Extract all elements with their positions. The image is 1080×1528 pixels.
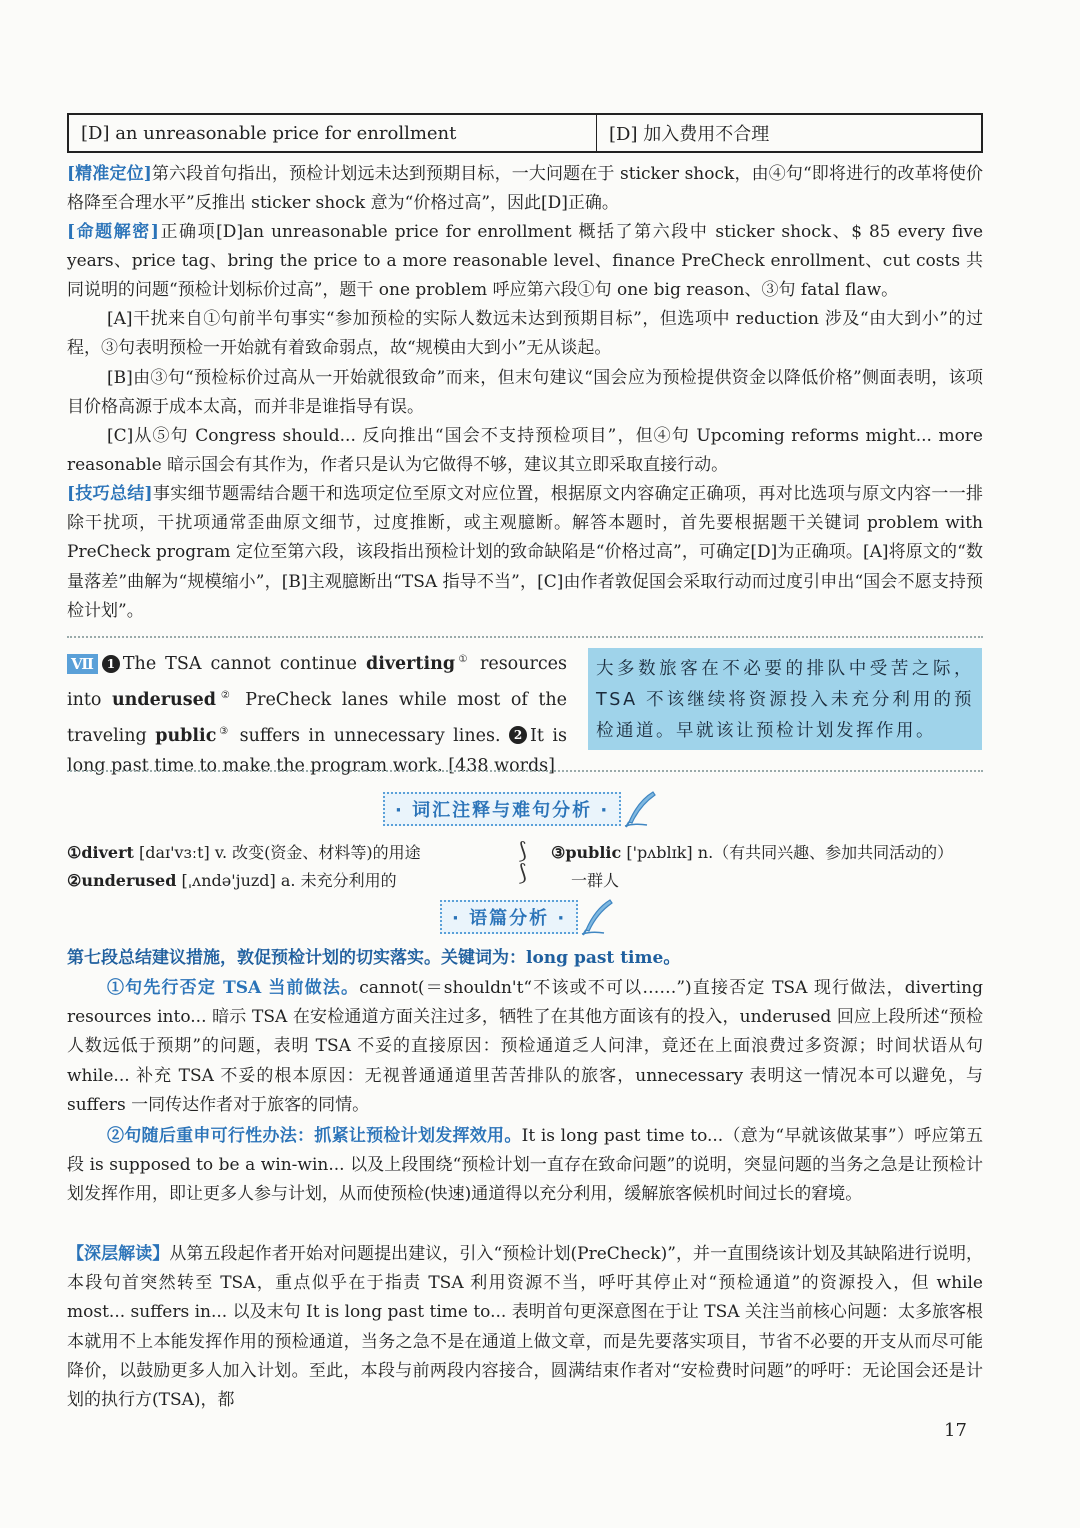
option-b-analysis: [B]由③句“预检标价过高从一开始就很致命”而来，但末句建议“国会应为预检提供资金以降低价格”侧面表明，该项目价格高源于成本太高，而并非是谁指导有误。	[67, 368, 983, 418]
vocab-entry-underused	[67, 867, 397, 895]
sentence-1-part-a: The TSA cannot continue	[122, 653, 366, 674]
discourse-banner	[440, 898, 614, 936]
discourse-point-2	[67, 1122, 983, 1210]
sentence-1-part-d: suffers in unnecessary lines.	[231, 725, 510, 746]
discourse-point-2-text: It is long past time to...（意为“早就该做某事”）呼应第五段 is supposed to be a win-win... 以及上段围绕“预检计划一直存在致命问题”的说明，突显问题的当务之急是让预检计划发挥作用，即让更多人参与计划，从而使预检(快速)通道得以充分利用，缓解旅客候机时间过长的窘境。	[67, 1126, 983, 1205]
sentence-1-part-c: PreCheck lanes while most of the traveling	[67, 689, 568, 746]
sentence-1-part-b: resources into	[67, 653, 567, 710]
skill-text: 事实细节题需结合题干和选项定位至原文对应位置，根据原文内容确定正确项，再对比选项与原文内容一一排除干扰项，干扰项通常歪曲原文细节，过度推断，或主观臆断。解答本题时，首先要根据题干关键词 problem with PreCheck program 定位至第六段，该段指出预检计划的致命缺陷是“价格过高”，可确定[D]为正确项。[A]将原文的“数量落差”曲解为“规模缩小”，[B]主观臆断出“TSA 指导不当”，[C]由作者敦促国会采取行动而过度引申出“国会不愿支持预检计划”。	[67, 484, 983, 621]
passage-paragraph	[67, 644, 567, 782]
decode-text: 正确项[D]an unreasonable price for enrollment 概括了第六段中 sticker shock、$ 85 every five years、price tag、bring the price to a more reasonable level、finance PreCheck enrollment、cut costs 共同说明的问题“预检计划标价过高”，题干 one problem 呼应第六段①句 one big reason、③句 fatal flaw。	[67, 222, 984, 301]
deep-reading-text: 从第五段起作者开始对问题提出建议，引入“预检计划(PreCheck)”，并一直围绕该计划及其缺陷进行说明，本段句首突然转至 TSA，重点似乎在于指责 TSA 利用资源不当，呼吁其停止对“预检通道”的资源投入，但 while most... suffers in... 以及末句 It is long past time to... 表明首句更深意图在于让 TSA 关注当前核心问题：太多旅客根本就用不上本能发挥作用的预检通道，当务之急不是在通道上做文章，而是先要落实项目，节省不必要的开支从而尽可能降价，以鼓励更多人加入计划。至此，本段与前两段内容接合，圆满结束作者对“安检费时问题”的呼吁：无论国会还是计划的执行方(TSA)，都	[67, 1244, 984, 1411]
skill-paragraph	[67, 480, 983, 626]
section-marker: Ⅶ	[67, 654, 98, 674]
note-1: ①	[455, 654, 471, 665]
skill-tag: [技巧总结]	[67, 484, 153, 504]
word-public: public	[155, 725, 217, 746]
vocab-def-underused: [ˌʌndə'juzd] a. 未充分利用的	[176, 871, 397, 890]
divider-bottom	[67, 770, 983, 772]
discourse-point-1-text: cannot(＝shouldn't“不该或不可以……”)直接否定 TSA 现行做法，diverting resources into... 暗示 TSA 在安检通道方面关注过多，牺牲了在其他方面该有的投入，underused 回应上段所述“预检人数远低于预期”的问题，表明 TSA 不妥的直接原因：预检通道乏人问津，竟还在上面浪费过多资源；时间状语从句 while... 补充 TSA 不妥的根本原因：无视普通通道里苦苦排队的旅客，unnecessary 表明这一情况本可以避免，与 suffers 一同传达作者对于旅客的同情。	[67, 978, 983, 1115]
option-d-chinese: [D] 加入费用不合理	[609, 124, 770, 145]
deep-reading-paragraph	[67, 1240, 983, 1415]
sentence-1-number: 1	[102, 655, 120, 673]
note-3: ③	[216, 725, 232, 737]
quill-icon	[580, 898, 614, 936]
quill-icon	[623, 790, 657, 828]
vocab-word-public: ③public	[551, 843, 622, 862]
vocab-brace: ⟆	[518, 839, 527, 864]
decode-paragraph	[67, 218, 983, 306]
word-diverting: diverting	[366, 653, 456, 674]
discourse-point-1	[67, 974, 983, 1120]
decode-tag: [命题解密]	[67, 222, 159, 242]
locate-paragraph	[67, 160, 983, 218]
deep-reading-tag: 【深层解读】	[67, 1244, 170, 1264]
vocab-entry-public	[551, 839, 953, 867]
vocab-brace-lower: ⟆	[518, 861, 527, 886]
vocab-def-public-cont: 一群人	[571, 871, 620, 890]
page-number: 17	[944, 1420, 967, 1441]
locate-text: 第六段首句指出，预检计划远未达到预期目标，一大问题在于 sticker shock，由④句“即将进行的改革将使价格降至合理水平”反推出 sticker shock 意为“价格过高”，因此[D]正确。	[67, 164, 983, 214]
vocab-banner-title: · 词汇注释与难句分析 ·	[383, 792, 621, 826]
divider-top	[67, 636, 983, 638]
word-underused: underused	[111, 689, 216, 710]
discourse-point-2-head: ②句随后重申可行性办法：抓紧让预检计划发挥效用。	[107, 1126, 522, 1146]
vocab-def-public: ['pʌblɪk] n.（有共同兴趣、参加共同活动的）	[621, 843, 954, 862]
passage-translation: 大多数旅客在不必要的排队中受苦之际，TSA 不该继续将资源投入未充分利用的预检通道。早就该让预检计划发挥作用。	[588, 648, 982, 750]
sentence-2-number: 2	[509, 726, 527, 744]
vocab-entry-divert	[67, 839, 421, 867]
vocab-def-divert: [daɪ'vɜːt] v. 改变(资金、材料等)的用途	[133, 843, 421, 862]
vocab-banner	[383, 790, 657, 828]
discourse-summary-text: 第七段总结建议措施，敦促预检计划的切实落实。关键词为：long past time。	[67, 948, 681, 968]
option-a-analysis: [A]干扰来自①句前半句事实“参加预检的实际人数远未达到预期目标”，但选项中 reduction 涉及“由大到小”的过程，③句表明预检一开始就有着致命弱点，故“规模由大到小”无从谈起。	[67, 309, 983, 359]
note-2: ②	[215, 689, 235, 701]
vocab-word-divert: ①divert	[67, 843, 134, 862]
option-c-analysis: [C]从⑤句 Congress should... 反向推出“国会不支持预检项目”，但④句 Upcoming reforms might... more reasonable 暗示国会有其作为，作者只是认为它做得不够，建议其立即采取直接行动。	[67, 426, 983, 476]
sentence-2: It is long past time to make the program work. [438 words]	[67, 725, 567, 777]
option-d-english: [D] an unreasonable price for enrollment	[69, 115, 597, 151]
discourse-point-1-head: ①句先行否定 TSA 当前做法。	[107, 978, 360, 998]
option-table	[67, 113, 983, 153]
vocab-word-underused: ②underused	[67, 871, 177, 890]
discourse-summary	[67, 944, 983, 973]
locate-tag: [精准定位]	[67, 164, 152, 184]
discourse-banner-title: · 语篇分析 ·	[440, 900, 578, 934]
